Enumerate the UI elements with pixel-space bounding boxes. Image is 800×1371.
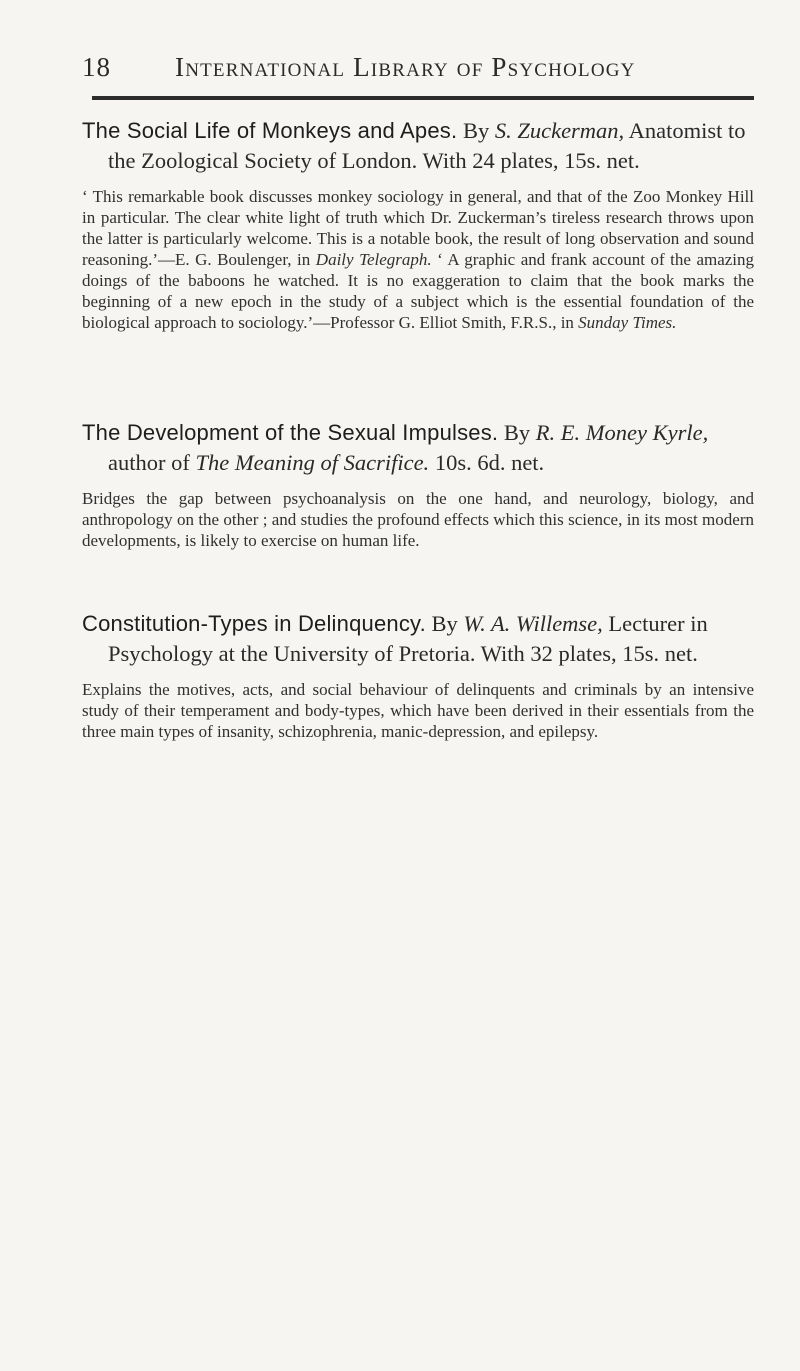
book-details: Anatomist to the Zoological Society of London. With 24 plates, 15s. net. (108, 118, 746, 173)
review-text: ‘ This remarkable book discusses monkey sociology in general, and that of the Zoo Monkey Hill in particular. The clear white light of truth which Dr. Zuckerman’s tireless research throws upon the latter is particularly welcome. This is a notable book, the result of long observation and sound reasoning.’—E. G. Boulenger, in (82, 187, 754, 269)
book-title: Constitution-Types in Delinquency. (82, 611, 426, 636)
book-details: Lecturer in Psychology at the University of Pretoria. With 32 plates, 15s. net. (108, 611, 708, 666)
book-details-prefix: author of (108, 450, 190, 475)
book-review (82, 186, 754, 333)
book-description: Bridges the gap between psychoanalysis on the one hand, and neurology, biology, and anthropology on the other ; and studies the profound effects which this science, in its most modern developments, is likely to exercise on human life. (82, 489, 754, 550)
entry-heading (82, 116, 754, 176)
book-author: R. E. Money Kyrle, (535, 420, 709, 445)
by-label: By (431, 611, 458, 636)
book-description: Explains the motives, acts, and social behaviour of delinquents and criminals by an intensive study of their temperament and body-types, which have been derived in their essentials from the three main types of insanity, schizophrenia, manic-depression, and epilepsy. (82, 680, 754, 741)
by-label: By (503, 420, 531, 445)
review-source: Sunday Times. (578, 313, 677, 332)
book-author: W. A. Willemse, (463, 611, 603, 636)
page-number: 18 (82, 52, 111, 82)
book-entry (82, 116, 754, 333)
book-title: The Social Life of Monkeys and Apes. (82, 118, 458, 143)
review-text: ‘ A graphic and frank account of the amazing doings of the baboons he watched. It is no exaggeration to claim that the book marks the beginning of a new epoch in the study of a subject which is the essential foundation of the biological approach to sociology.’—Professor G. Elliot Smith, F.R.S., in (82, 250, 755, 332)
book-title: The Development of the Sexual Impulses. (82, 420, 499, 445)
book-entry (82, 418, 754, 551)
entry-heading (82, 418, 754, 478)
related-work: The Meaning of Sacrifice. (195, 450, 430, 475)
by-label: By (462, 118, 490, 143)
page-header (82, 52, 754, 88)
book-author: S. Zuckerman, (494, 118, 625, 143)
review-source: Daily Telegraph. (315, 250, 432, 269)
header-rule (92, 96, 754, 100)
book-entry (82, 609, 754, 742)
running-title: International Library of Psychology (175, 52, 636, 82)
entry-heading (82, 609, 754, 669)
book-price: 10s. 6d. net. (434, 450, 545, 475)
